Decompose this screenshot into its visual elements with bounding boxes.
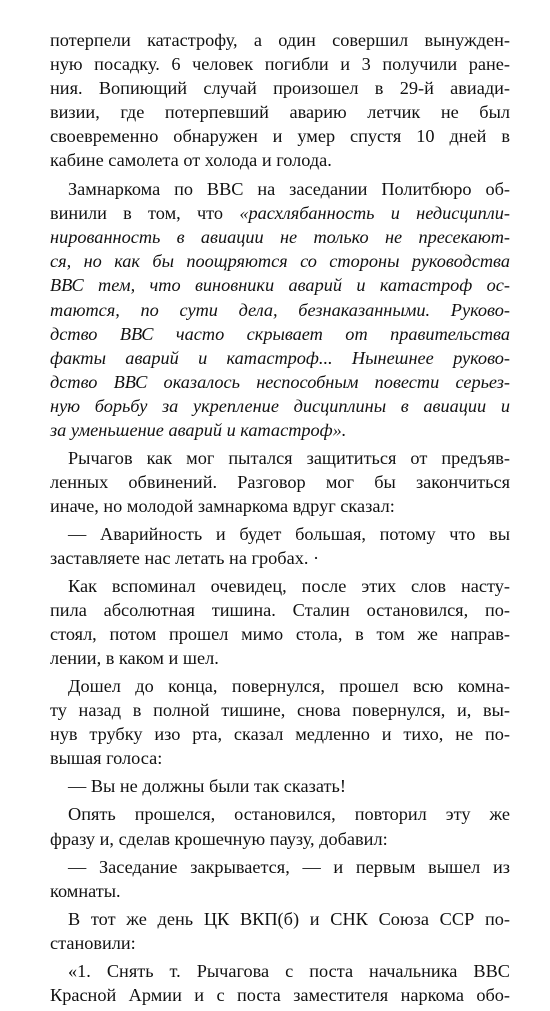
text-line: стоял, потом прошел мимо стола, в том же направ- <box>50 624 510 645</box>
quote-line: ВВС тем, что виновники аварий и катастроф ос- <box>50 275 510 296</box>
text-line: Рычагов как мог пытался защититься от предъяв- <box>68 447 510 468</box>
paragraph-2 <box>50 177 510 442</box>
paragraph-1 <box>50 28 510 172</box>
text-line: Красной Армии и с поста заместителя наркома обо- <box>50 984 510 1005</box>
text-run: винили в том, что <box>50 203 240 224</box>
text-line: Как вспоминал очевидец, после этих слов насту- <box>68 576 510 597</box>
text-line: заставляете нас летать на гробах. · <box>50 547 320 568</box>
quote-line: дство ВВС оказалось неспособным повести серьез- <box>50 371 510 392</box>
text-line: нув трубку изо рта, сказал медленно и тихо, не по- <box>50 724 510 745</box>
text-line: потерпели катастрофу, а один совершил вынужден- <box>50 30 510 50</box>
paragraph-3 <box>50 446 510 518</box>
document-page <box>50 28 510 1011</box>
paragraph-6 <box>50 674 510 770</box>
quote-line: ся, но как бы поощряются со стороны руководства <box>50 251 510 272</box>
paragraph-4 <box>50 522 510 570</box>
text-line: В тот же день ЦК ВКП(б) и СНК Союза ССР по- <box>68 908 510 929</box>
text-line: ту назад в полной тишине, снова повернулся, и, вы- <box>50 700 510 721</box>
paragraph-8 <box>50 802 510 850</box>
text-line: Дошел до конца, повернулся, прошел всю комна- <box>68 676 510 697</box>
paragraph-5 <box>50 574 510 670</box>
quote-line: таются, по сути дела, безнаказанными. Руково- <box>50 299 510 320</box>
text-line: лении, в каком и шел. <box>50 648 219 669</box>
text-line: — Аварийность и будет большая, потому что вы <box>68 523 510 544</box>
text-line: ную посадку. 6 человек погибли и 3 получили ране- <box>50 54 510 75</box>
quote-line: за уменьшение аварий и катастроф». <box>50 419 347 440</box>
text-line: ния. Вопиющий случай произошел в 29-й авиади- <box>50 78 510 99</box>
text-line: — Вы не должны были так сказать! <box>68 776 346 797</box>
text-line: ленных обвинений. Разговор мог бы закончиться <box>50 471 510 492</box>
text-line: Опять прошелся, остановился, повторил эту же <box>68 804 510 825</box>
paragraph-7 <box>50 774 510 798</box>
text-line: пила абсолютная тишина. Сталин остановился, по- <box>50 600 510 621</box>
quote-line: факты аварий и катастроф... Нынешнее руково- <box>50 347 510 368</box>
quote-line: дство ВВС часто скрывает от правительства <box>50 323 510 344</box>
text-line: фразу и, сделав крошечную паузу, добавил: <box>50 828 388 849</box>
text-line: «1. Снять т. Рычагова с поста начальника ВВС <box>68 960 510 981</box>
text-line-mixed <box>50 201 510 225</box>
paragraph-9 <box>50 855 510 903</box>
text-line: Замнаркома по ВВС на заседании Политбюро об- <box>68 179 510 200</box>
quote-line: нированность в авиации не только не пресекают- <box>50 227 510 248</box>
text-line: визии, где потерпевший аварию летчик не был <box>50 102 510 123</box>
paragraph-10 <box>50 907 510 955</box>
text-line: — Заседание закрывается, — и первым вышел из <box>68 856 510 877</box>
text-line: кабине самолета от холода и голода. <box>50 150 332 171</box>
text-line: комнаты. <box>50 880 121 901</box>
text-line: становили: <box>50 932 136 953</box>
text-line: иначе, но молодой замнаркома вдруг сказал: <box>50 495 395 516</box>
paragraph-11 <box>50 959 510 1007</box>
text-line: своевременно обнаружен и умер спустя 10 дней в <box>50 126 510 147</box>
text-line: вышая голоса: <box>50 748 163 769</box>
quote-line: ную борьбу за укрепление дисциплины в авиации и <box>50 395 510 416</box>
quote-run: «расхлябанность и недисципли- <box>239 203 510 224</box>
